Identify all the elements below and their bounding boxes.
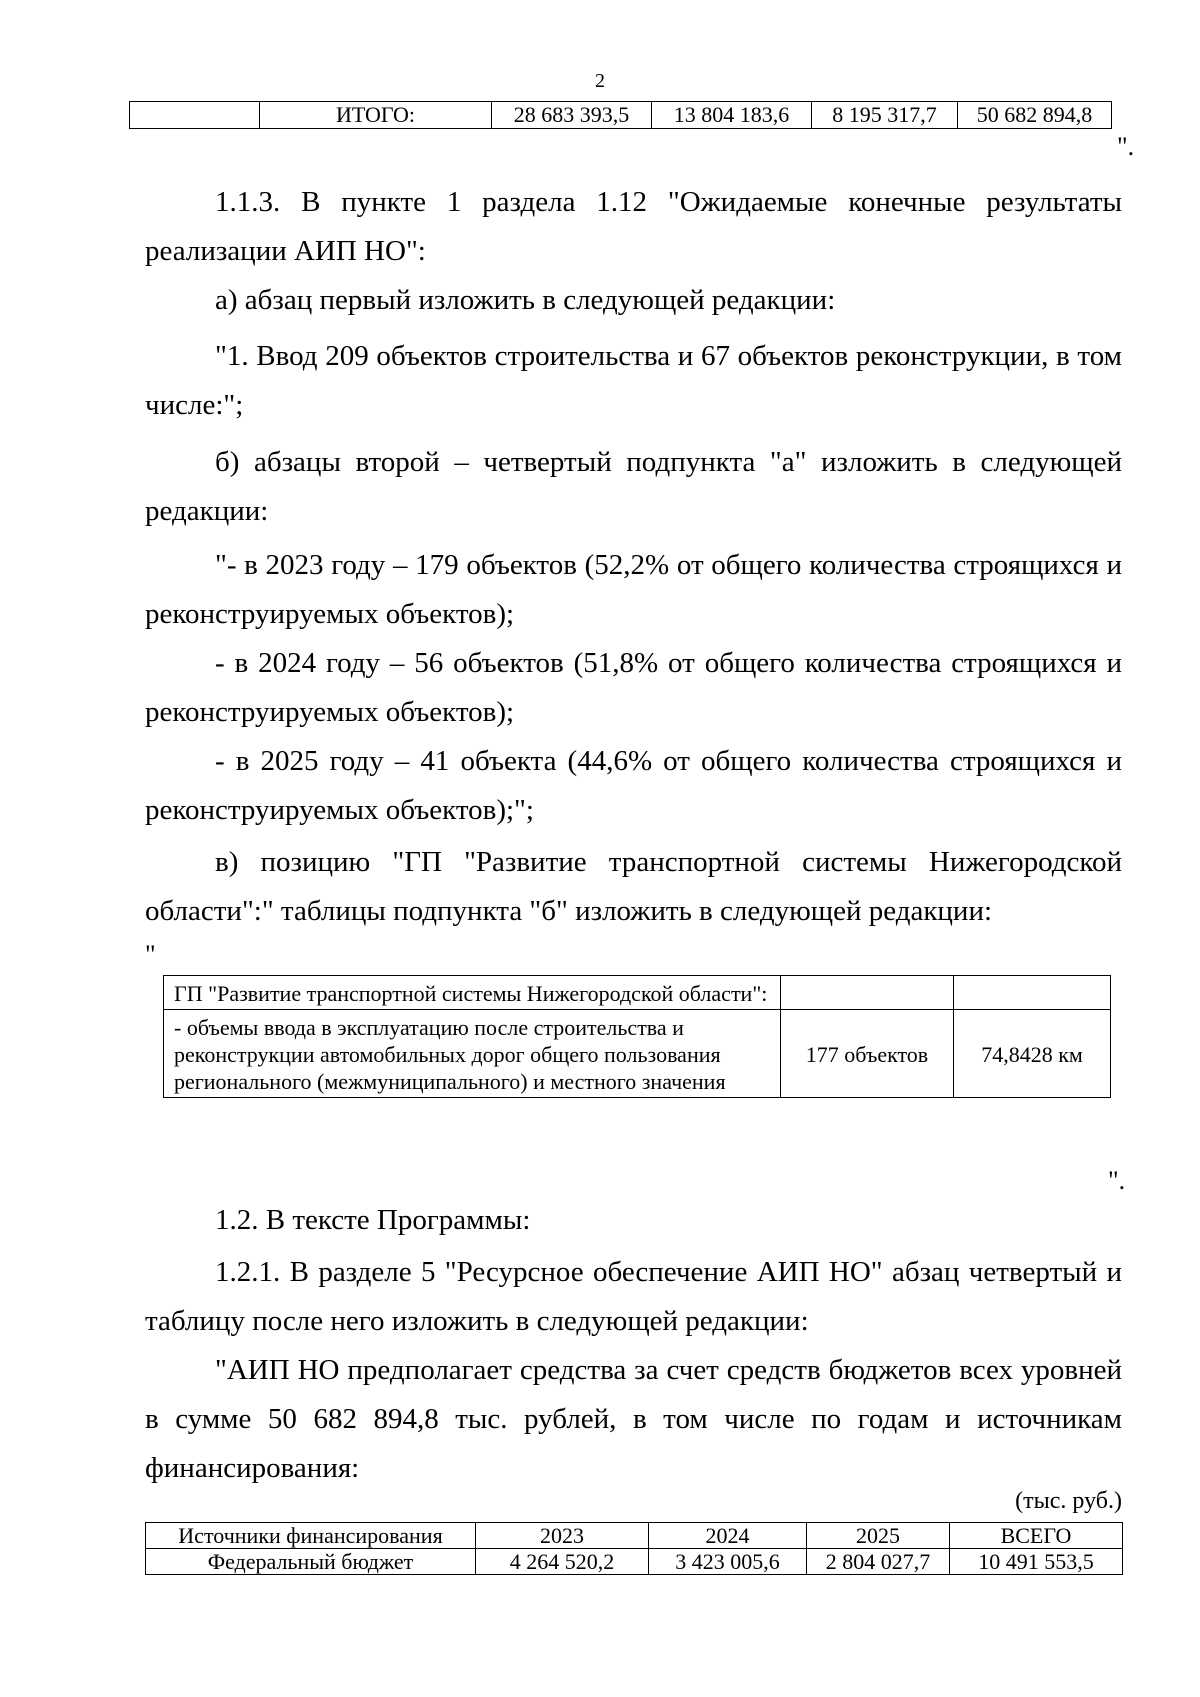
table-row: [146, 1549, 1123, 1575]
paragraph: 1.1.3. В пункте 1 раздела 1.12 "Ожидаемые конечные результаты реализации АИП НО":: [145, 186, 1122, 267]
paragraph: в) позицию "ГП "Развитие транспортной системы Нижегородской области":" таблицы подпункта "б" изложить в следующей редакции:: [145, 846, 1122, 927]
length-cell: 74,8428 км: [954, 1010, 1111, 1098]
paragraph: "- в 2023 году – 179 объектов (52,2% от общего количества строящихся и реконструируемых объектов);: [145, 549, 1122, 630]
total-label: ИТОГО:: [260, 102, 492, 129]
paragraph: - в 2025 году – 41 объекта (44,6% от общего количества строящихся и реконструируемых объектов);";: [145, 745, 1122, 826]
paragraph: - в 2024 году – 56 объектов (51,8% от общего количества строящихся и реконструируемых объектов);: [145, 647, 1122, 728]
column-header: Источники финансирования: [146, 1523, 476, 1549]
table-cell: - объемы ввода в эксплуатацию после строительства и реконструкции автомобильных дорог общего пользования регионального (межмуниципального) и местного значения: [164, 1010, 781, 1098]
column-header: 2025: [807, 1523, 950, 1549]
table-cell: 13 804 183,6: [652, 102, 812, 129]
financing-table: [145, 1522, 1123, 1575]
closing-quote: ".: [1117, 132, 1135, 161]
paragraph: 1.2. В тексте Программы:: [215, 1204, 531, 1236]
paragraph: б) абзацы второй – четвертый подпункта "а" изложить в следующей редакции:: [145, 446, 1122, 527]
table-cell: 4 264 520,2: [476, 1549, 649, 1575]
closing-quote: ".: [1108, 1166, 1126, 1195]
table-cell: Федеральный бюджет: [146, 1549, 476, 1575]
table-cell: 8 195 317,7: [812, 102, 958, 129]
table-row: [164, 1010, 1111, 1098]
paragraph: "1. Ввод 209 объектов строительства и 67 объектов реконструкции, в том числе:";: [145, 340, 1122, 421]
transport-results-table: [163, 975, 1111, 1098]
table-cell: [130, 102, 260, 129]
column-header: ВСЕГО: [950, 1523, 1123, 1549]
paragraph: а) абзац первый изложить в следующей редакции:: [215, 284, 836, 316]
units-label: (тыс. руб.): [1015, 1488, 1122, 1514]
table-cell: ГП "Развитие транспортной системы Нижегородской области":: [164, 976, 781, 1010]
table-cell: 2 804 027,7: [807, 1549, 950, 1575]
opening-quote: ": [145, 940, 156, 969]
paragraph: "АИП НО предполагает средства за счет средств бюджетов всех уровней в сумме 50 682 894,8 тыс. рублей, в том числе по годам и источникам финансирования:: [145, 1354, 1122, 1484]
totals-table: [129, 101, 1112, 129]
table-row: [164, 976, 1111, 1010]
table-cell: 3 423 005,6: [649, 1549, 807, 1575]
table-cell: 10 491 553,5: [950, 1549, 1123, 1575]
paragraph: 1.2.1. В разделе 5 "Ресурсное обеспечение АИП НО" абзац четвертый и таблицу после него изложить в следующей редакции:: [145, 1256, 1122, 1337]
table-cell: 28 683 393,5: [492, 102, 652, 129]
table-row: [130, 102, 1112, 129]
table-cell: 50 682 894,8: [958, 102, 1112, 129]
page-number: 2: [595, 70, 605, 92]
column-header: 2023: [476, 1523, 649, 1549]
table-header-row: [146, 1523, 1123, 1549]
table-cell: [954, 976, 1111, 1010]
objects-count-cell: 177 объектов: [781, 1010, 954, 1098]
table-cell: [781, 976, 954, 1010]
column-header: 2024: [649, 1523, 807, 1549]
